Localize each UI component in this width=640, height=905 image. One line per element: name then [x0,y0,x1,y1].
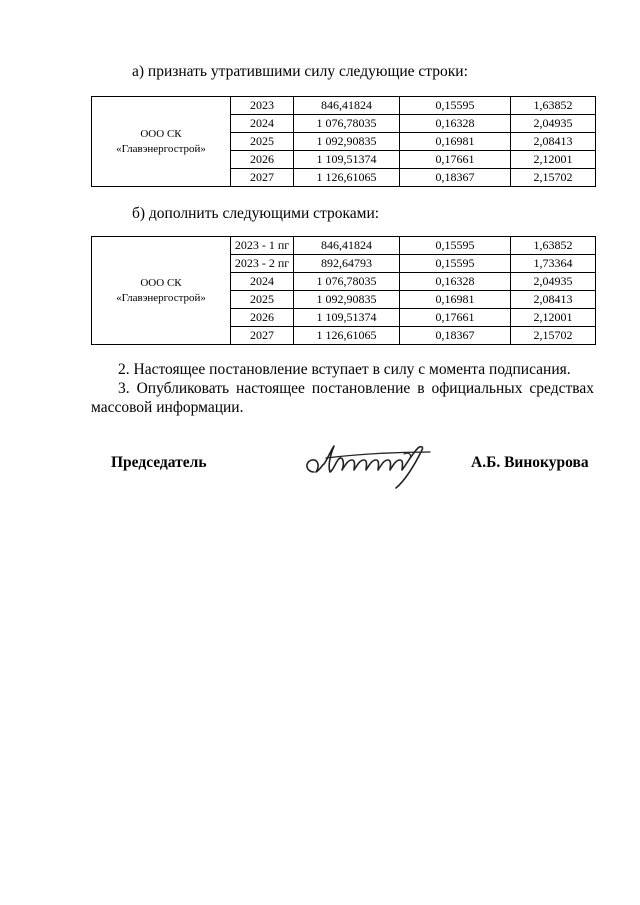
handwritten-signature [300,432,440,492]
coefficient-cell: 0,15595 [400,237,511,255]
value-cell: 1 126,61065 [294,169,400,187]
value-cell: 846,41824 [294,237,400,255]
rate-cell: 2,15702 [511,169,596,187]
period-cell: 2026 [231,151,294,169]
value-cell: 1 092,90835 [294,291,400,309]
rate-cell: 2,12001 [511,151,596,169]
organization-name-line2: «Главэнергострой» [116,142,206,155]
coefficient-cell: 0,17661 [400,151,511,169]
rate-cell: 1,73364 [511,255,596,273]
rate-cell: 1,63852 [511,237,596,255]
value-cell: 1 092,90835 [294,133,400,151]
period-cell: 2024 [231,273,294,291]
clause-2: 2. Настоящее постановление вступает в силу с момента подписания. [118,361,571,378]
rate-cell: 2,04935 [511,115,596,133]
period-cell: 2025 [231,291,294,309]
coefficient-cell: 0,16981 [400,291,511,309]
organization-cell [92,97,231,187]
organization-cell [92,237,231,345]
coefficient-cell: 0,18367 [400,169,511,187]
section-b-heading: б) дополнить следующими строками: [132,205,380,222]
period-cell: 2025 [231,133,294,151]
period-cell: 2027 [231,169,294,187]
rate-cell: 1,63852 [511,97,596,115]
coefficient-cell: 0,17661 [400,309,511,327]
value-cell: 892,64793 [294,255,400,273]
period-cell: 2024 [231,115,294,133]
table-added-rows [91,236,596,345]
period-cell: 2023 [231,97,294,115]
organization-name-line1: ООО СК [140,127,182,140]
organization-name-line2: «Главэнергострой» [116,291,206,304]
value-cell: 846,41824 [294,97,400,115]
section-a-heading: а) признать утратившими силу следующие строки: [132,63,468,80]
table-removed-rows [91,96,596,187]
table-row [92,237,596,255]
table-row [92,97,596,115]
value-cell: 1 076,78035 [294,115,400,133]
coefficient-cell: 0,16328 [400,273,511,291]
period-cell: 2023 - 2 пг [231,255,294,273]
value-cell: 1 109,51374 [294,309,400,327]
clause-3-line1: 3. Опубликовать настоящее постановление в официальных средствах [118,380,594,397]
rate-cell: 2,15702 [511,327,596,345]
coefficient-cell: 0,15595 [400,97,511,115]
rate-cell: 2,12001 [511,309,596,327]
period-cell: 2026 [231,309,294,327]
rate-cell: 2,08413 [511,133,596,151]
value-cell: 1 109,51374 [294,151,400,169]
rate-cell: 2,04935 [511,273,596,291]
period-cell: 2027 [231,327,294,345]
signatory-title: Председатель [111,454,207,471]
coefficient-cell: 0,18367 [400,327,511,345]
coefficient-cell: 0,16328 [400,115,511,133]
value-cell: 1 126,61065 [294,327,400,345]
signatory-name: А.Б. Винокурова [471,454,589,471]
rate-cell: 2,08413 [511,291,596,309]
clause-3-line2: массовой информации. [91,399,244,416]
value-cell: 1 076,78035 [294,273,400,291]
period-cell: 2023 - 1 пг [231,237,294,255]
coefficient-cell: 0,15595 [400,255,511,273]
organization-name-line1: ООО СК [140,276,182,289]
coefficient-cell: 0,16981 [400,133,511,151]
